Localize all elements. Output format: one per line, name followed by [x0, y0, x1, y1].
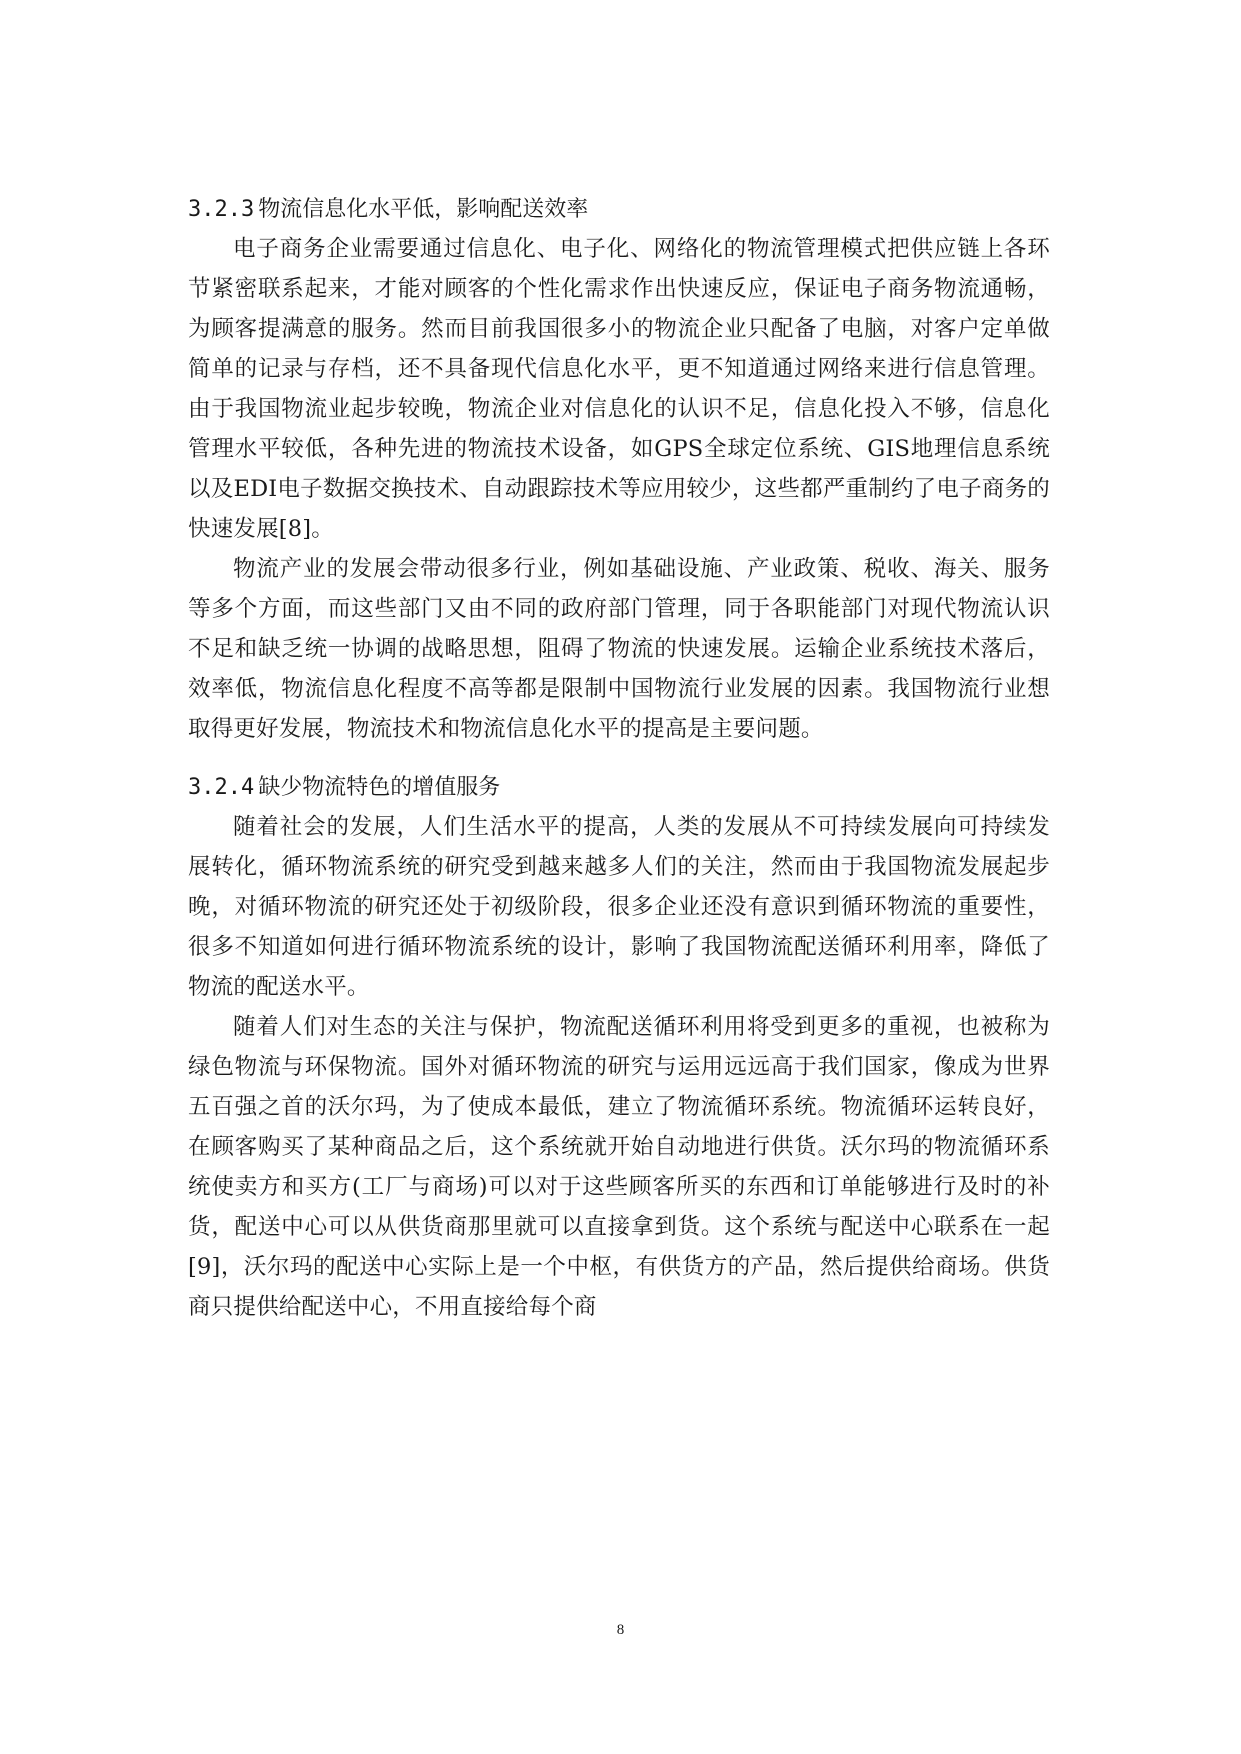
section-heading-3-2-4	[188, 771, 1050, 805]
section-number: 3.2.4	[188, 775, 255, 800]
paragraph-industry-development: 物流产业的发展会带动很多行业，例如基础设施、产业政策、税收、海关、服务等多个方面，而这些部门又由不同的政府部门管理，同于各职能部门对现代物流认识不足和缺乏统一协调的战略思想，阻碍了物流的快速发展。运输企业系统技术落后，效率低，物流信息化程度不高等都是限制中国物流行业发展的因素。我国物流行业想取得更好发展，物流技术和物流信息化水平的提高是主要问题。	[188, 556, 1050, 742]
paragraph-walmart-example: 随着人们对生态的关注与保护，物流配送循环利用将受到更多的重视，也被称为绿色物流与环保物流。国外对循环物流的研究与运用远远高于我们国家，像成为世界五百强之首的沃尔玛，为了使成本最低，建立了物流循环系统。物流循环运转良好，在顾客购买了某种商品之后，这个系统就开始自动地进行供货。沃尔玛的物流循环系统使卖方和买方(工厂与商场)可以对于这些顾客所买的东西和订单能够进行及时的补货，配送中心可以从供货商那里就可以直接拿到货。这个系统与配送中心联系在一起[9]，沃尔玛的配送中心实际上是一个中枢，有供货方的产品，然后提供给商场。供货商只提供给配送中心，不用直接给每个商	[188, 1014, 1050, 1320]
section-heading-3-2-3	[188, 193, 1050, 227]
section-title: 缺少物流特色的增值服务	[258, 775, 501, 800]
page-content	[188, 193, 1050, 1327]
paragraph-circular-logistics: 随着社会的发展，人们生活水平的提高，人类的发展从不可持续发展向可持续发展转化，循环物流系统的研究受到越来越多人们的关注，然而由于我国物流发展起步晚，对循环物流的研究还处于初级阶段，很多企业还没有意识到循环物流的重要性，很多不知道如何进行循环物流系统的设计，影响了我国物流配送循环利用率，降低了物流的配送水平。	[188, 814, 1050, 1000]
paragraph-info-level: 电子商务企业需要通过信息化、电子化、网络化的物流管理模式把供应链上各环节紧密联系起来，才能对顾客的个性化需求作出快速反应，保证电子商务物流通畅，为顾客提满意的服务。然而目前我国很多小的物流企业只配备了电脑，对客户定单做简单的记录与存档，还不具备现代信息化水平，更不知道通过网络来进行信息管理。由于我国物流业起步较晚，物流企业对信息化的认识不足，信息化投入不够，信息化管理水平较低，各种先进的物流技术设备，如GPS全球定位系统、GIS地理信息系统以及EDI电子数据交换技术、自动跟踪技术等应用较少，这些都严重制约了电子商务的快速发展[8]。	[188, 236, 1050, 542]
section-number: 3.2.3	[188, 197, 255, 222]
section-title: 物流信息化水平低，影响配送效率	[258, 197, 589, 222]
page-number: 8	[616, 1622, 625, 1638]
